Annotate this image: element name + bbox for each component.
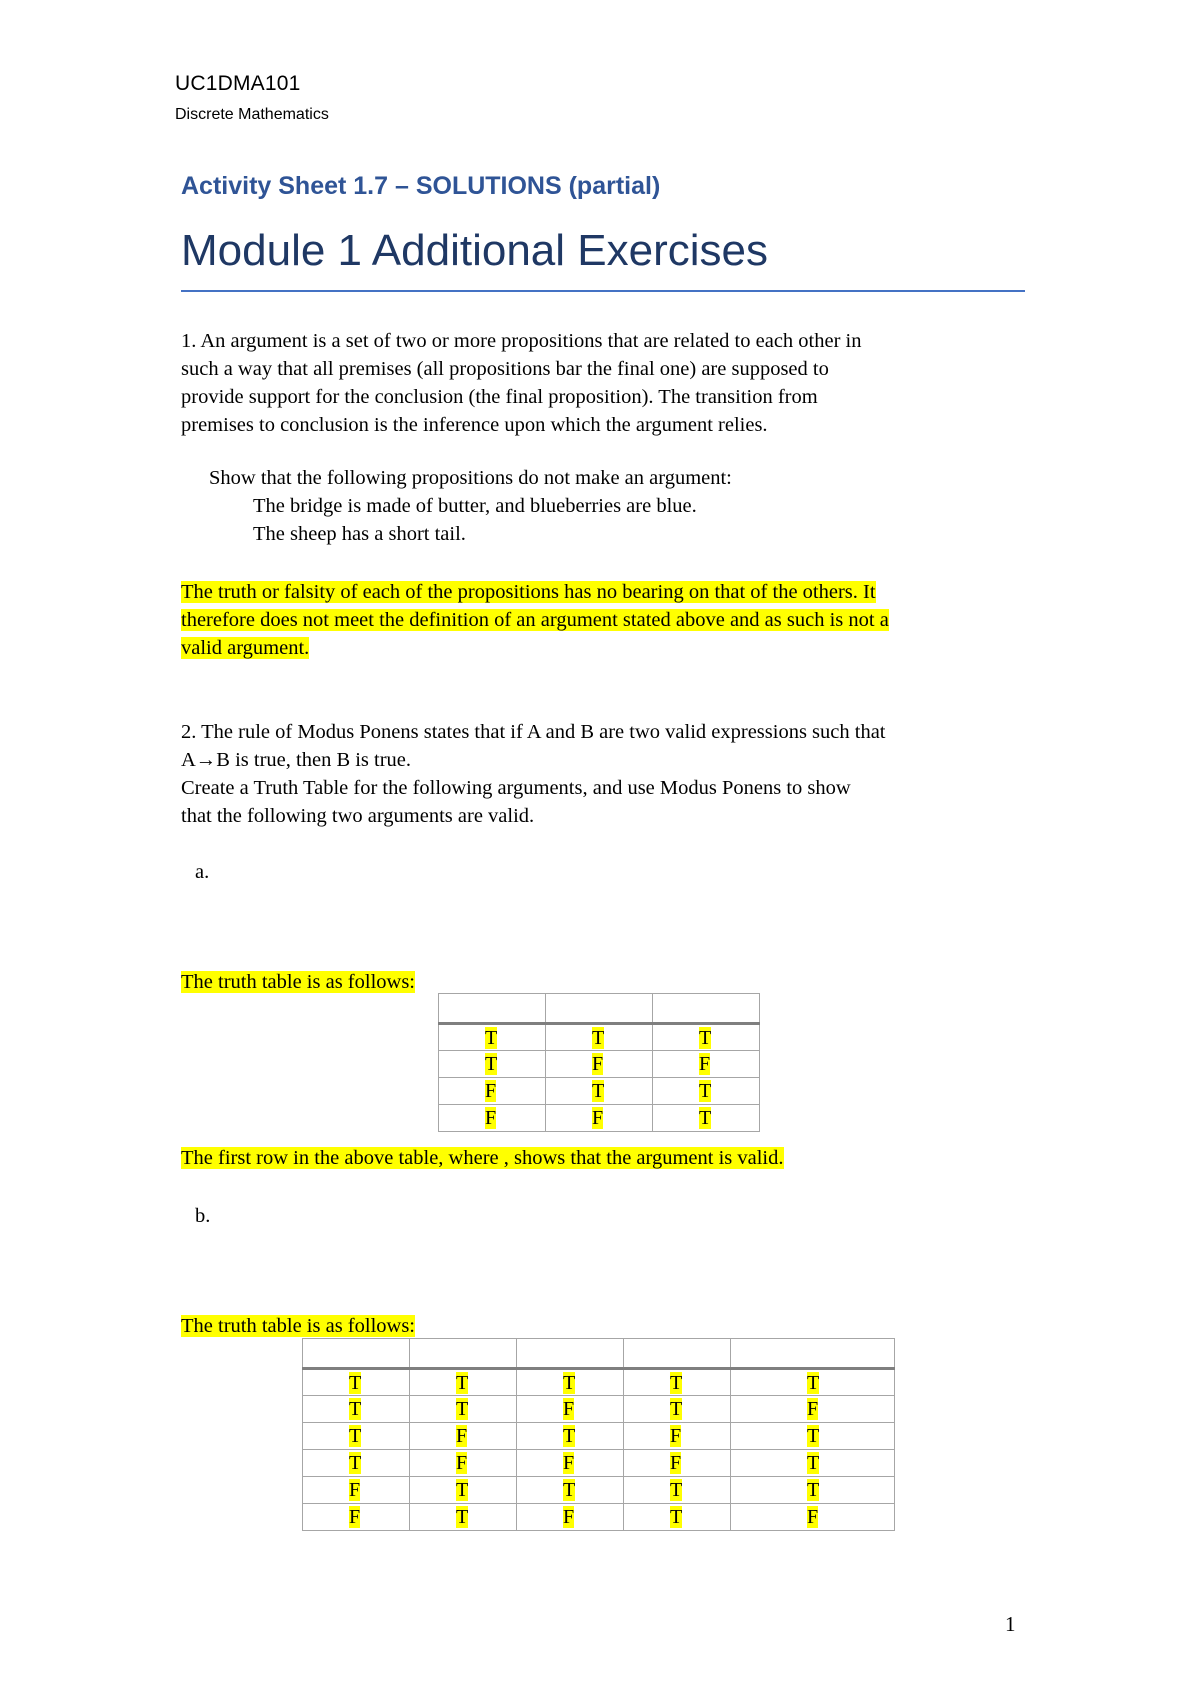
table-cell: T	[731, 1423, 895, 1450]
table-row	[439, 1105, 760, 1132]
page-title: Module 1 Additional Exercises	[181, 226, 768, 275]
header-cell	[517, 1339, 624, 1369]
question-1-line: provide support for the conclusion (the final proposition). The transition from	[181, 386, 818, 408]
table-cell: F	[624, 1423, 731, 1450]
table-cell: T	[303, 1423, 410, 1450]
table-row	[439, 1078, 760, 1105]
question-2-line: A→B is true, then B is true.	[181, 749, 412, 771]
table-cell: F	[546, 1105, 653, 1132]
part-a-table-intro: The truth table is as follows:	[181, 971, 415, 993]
question-1-line: such a way that all premises (all propositions bar the final one) are supposed to	[181, 358, 829, 380]
table-cell: T	[624, 1369, 731, 1396]
proposition: The bridge is made of butter, and blueberries are blue.	[253, 495, 697, 517]
table-row	[303, 1396, 895, 1423]
table-cell: T	[410, 1477, 517, 1504]
table-header-row	[439, 994, 760, 1024]
table-cell: T	[731, 1369, 895, 1396]
answer-line: valid argument.	[181, 637, 310, 659]
table-cell: F	[653, 1051, 760, 1078]
question-2-line: 2. The rule of Modus Ponens states that if A and B are two valid expressions such that	[181, 721, 886, 743]
table-cell: F	[731, 1396, 895, 1423]
table-row	[303, 1477, 895, 1504]
header-cell	[303, 1339, 410, 1369]
header-cell	[624, 1339, 731, 1369]
part-a-table-intro-wrap	[181, 968, 415, 996]
table-cell: T	[653, 1078, 760, 1105]
table-cell: T	[546, 1024, 653, 1051]
table-cell: F	[439, 1105, 546, 1132]
question-2-line: Create a Truth Table for the following arguments, and use Modus Ponens to show	[181, 777, 851, 799]
question-1-instruction: Show that the following propositions do not make an argument:	[209, 467, 732, 489]
table-cell: T	[303, 1450, 410, 1477]
table-cell: T	[624, 1477, 731, 1504]
question-2-line: that the following two arguments are valid.	[181, 805, 535, 827]
truth-table-b	[302, 1338, 895, 1531]
table-cell: T	[517, 1477, 624, 1504]
header-cell	[653, 994, 760, 1024]
table-cell: T	[731, 1450, 895, 1477]
proposition: The sheep has a short tail.	[253, 523, 466, 545]
table-row	[303, 1369, 895, 1396]
header-cell	[546, 994, 653, 1024]
table-cell: T	[653, 1105, 760, 1132]
table-cell: T	[624, 1396, 731, 1423]
question-1-line: 1. An argument is a set of two or more propositions that are related to each other in	[181, 330, 862, 352]
question-1	[181, 327, 1041, 439]
table-row	[303, 1504, 895, 1531]
part-b-label: b.	[195, 1205, 211, 1227]
table-cell: F	[410, 1450, 517, 1477]
table-cell: F	[517, 1504, 624, 1531]
table-cell: T	[439, 1024, 546, 1051]
table-cell: T	[439, 1051, 546, 1078]
header-cell	[731, 1339, 895, 1369]
table-cell: T	[410, 1396, 517, 1423]
part-a-label: a.	[195, 861, 210, 883]
table-row	[439, 1024, 760, 1051]
part-a-conclusion-wrap	[181, 1144, 784, 1172]
table-cell: F	[303, 1504, 410, 1531]
table-cell: F	[546, 1051, 653, 1078]
question-1-answer	[181, 578, 1026, 662]
course-name: Discrete Mathematics	[175, 106, 329, 123]
table-cell: F	[517, 1396, 624, 1423]
answer-line: therefore does not meet the definition of an argument stated above and as such is not a	[181, 609, 889, 631]
part-b-table-intro-wrap	[181, 1312, 415, 1340]
table-cell: T	[653, 1024, 760, 1051]
activity-sheet-subtitle: Activity Sheet 1.7 – SOLUTIONS (partial)	[181, 172, 661, 200]
table-header-row	[303, 1339, 895, 1369]
table-cell: T	[517, 1423, 624, 1450]
table-cell: F	[410, 1423, 517, 1450]
table-cell: T	[410, 1369, 517, 1396]
table-cell: F	[303, 1477, 410, 1504]
table-cell: F	[439, 1078, 546, 1105]
table-cell: T	[303, 1396, 410, 1423]
page-number: 1	[1005, 1612, 1016, 1636]
table-cell: T	[624, 1504, 731, 1531]
course-code: UC1DMA101	[175, 72, 301, 95]
table-cell: T	[303, 1369, 410, 1396]
question-2	[181, 718, 1041, 830]
table-row	[303, 1450, 895, 1477]
table-cell: F	[731, 1504, 895, 1531]
question-1-line: premises to conclusion is the inference upon which the argument relies.	[181, 414, 768, 436]
table-cell: T	[731, 1477, 895, 1504]
header-cell	[410, 1339, 517, 1369]
table-row	[303, 1423, 895, 1450]
part-b-table-intro: The truth table is as follows:	[181, 1315, 415, 1337]
question-1-text	[181, 327, 1041, 439]
table-row	[439, 1051, 760, 1078]
table-cell: T	[410, 1504, 517, 1531]
answer-line: The truth or falsity of each of the propositions has no bearing on that of the others. It	[181, 581, 876, 603]
table-cell: T	[517, 1369, 624, 1396]
table-cell: T	[546, 1078, 653, 1105]
title-underline	[181, 290, 1025, 292]
table-cell: F	[624, 1450, 731, 1477]
part-a-conclusion: The first row in the above table, where , shows that the argument is valid.	[181, 1147, 784, 1169]
truth-table-a	[438, 993, 760, 1132]
question-2-text	[181, 718, 1041, 830]
question-1-instruction-block	[209, 464, 1029, 548]
table-cell: F	[517, 1450, 624, 1477]
header-cell	[439, 994, 546, 1024]
